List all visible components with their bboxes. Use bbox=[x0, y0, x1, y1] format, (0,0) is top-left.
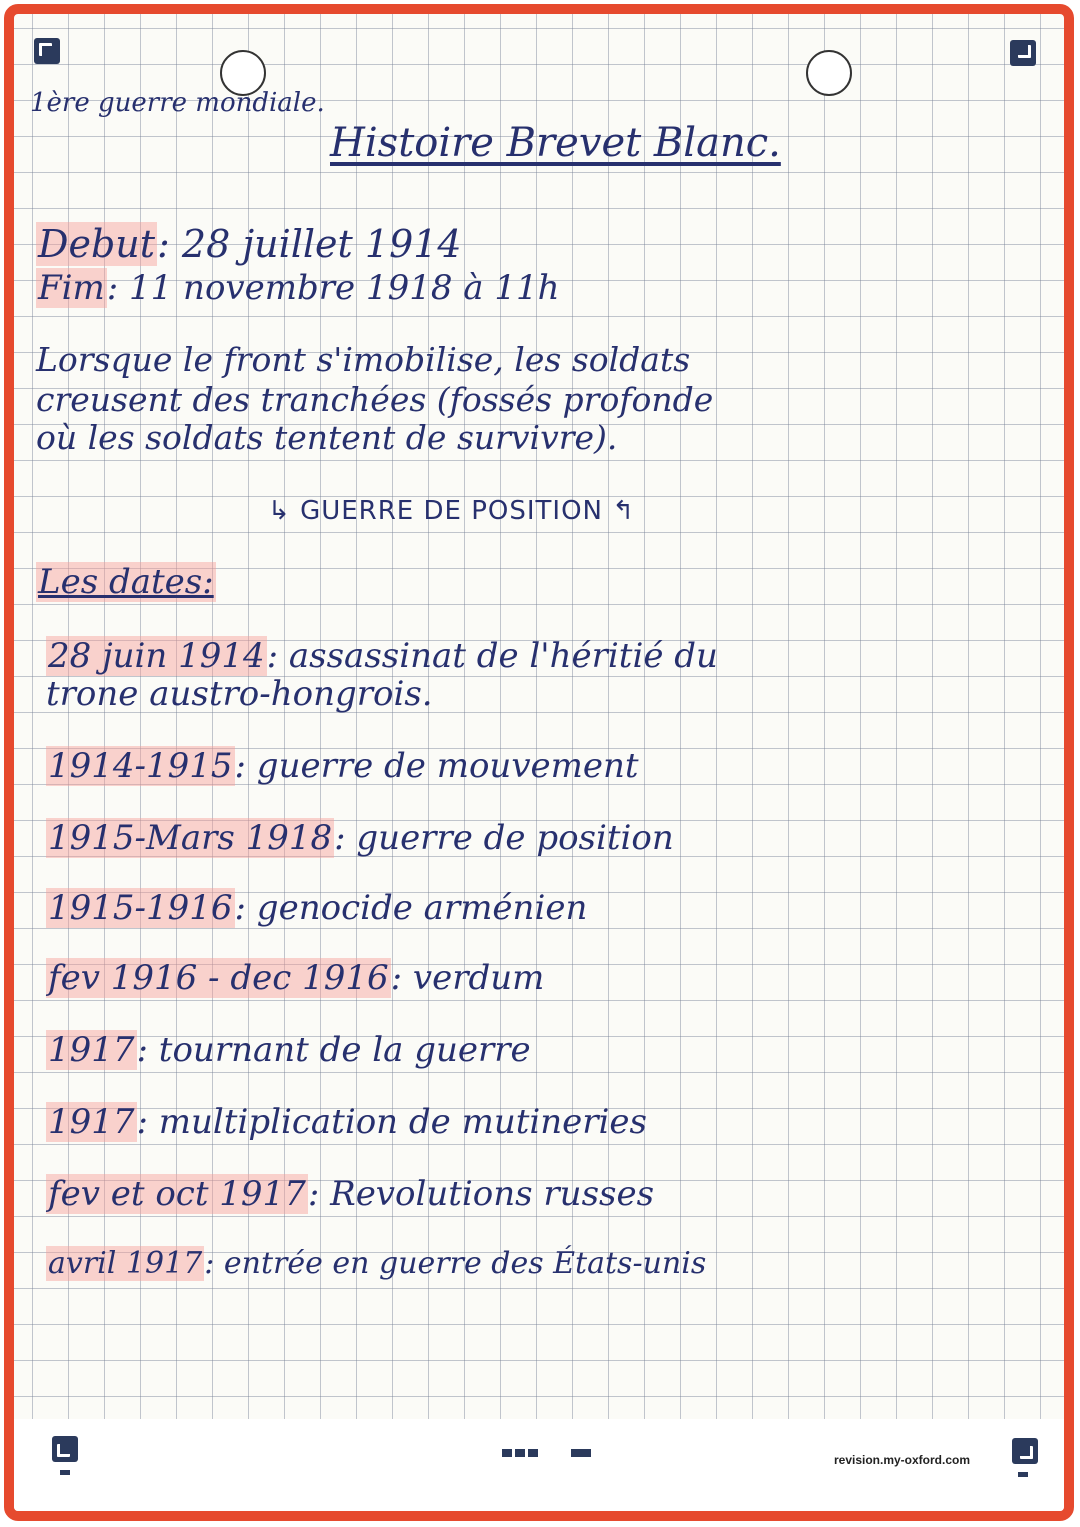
date-entry bbox=[46, 888, 587, 928]
date-entry bbox=[46, 818, 674, 858]
end-value: : 11 novembre 1918 à 11h bbox=[106, 268, 560, 308]
date-text: : entrée en guerre des États-unis bbox=[204, 1246, 707, 1281]
subject-note: 1ère guerre mondiale. bbox=[30, 88, 325, 118]
corner-logo-icon bbox=[1012, 1438, 1038, 1464]
logo-mark bbox=[60, 1470, 70, 1475]
page-title: Histoire Brevet Blanc. bbox=[330, 120, 781, 166]
date-value: avril 1917 bbox=[48, 1246, 203, 1281]
date-text: : verdum bbox=[390, 958, 545, 998]
punch-hole-icon bbox=[806, 50, 852, 96]
date-text: : tournant de la guerre bbox=[136, 1030, 531, 1070]
date-value: 1915-1916 bbox=[48, 888, 233, 928]
date-value: fev et oct 1917 bbox=[48, 1174, 306, 1214]
corner-logo-icon bbox=[1010, 40, 1036, 66]
start-line bbox=[36, 222, 462, 266]
start-label: Debut bbox=[38, 222, 156, 266]
paragraph-line: creusent des tranchées (fossés profonde bbox=[36, 380, 714, 419]
start-value: : 28 juillet 1914 bbox=[157, 222, 462, 266]
date-entry bbox=[46, 1102, 647, 1142]
date-entry bbox=[46, 1174, 654, 1214]
date-text: : assassinat de l'héritié du bbox=[266, 636, 718, 676]
paragraph-line: où les soldats tentent de survivre). bbox=[36, 418, 618, 457]
corner-logo-icon bbox=[52, 1436, 78, 1462]
end-label: Fim bbox=[38, 268, 105, 308]
date-text: : Revolutions russes bbox=[307, 1174, 655, 1214]
position-war-label: ↳ GUERRE DE POSITION ↰ bbox=[268, 496, 636, 526]
date-entry bbox=[46, 1030, 531, 1070]
brand-url: revision.my-oxford.com bbox=[833, 1453, 970, 1467]
end-line bbox=[36, 268, 560, 308]
date-value: 1914-1915 bbox=[48, 746, 233, 786]
logo-mark bbox=[1018, 1472, 1028, 1477]
date-entry bbox=[46, 1246, 706, 1281]
date-text: : guerre de position bbox=[334, 818, 674, 858]
date-entry-continued: trone austro-hongrois. bbox=[46, 674, 433, 714]
date-text: : guerre de mouvement bbox=[234, 746, 639, 786]
date-value: fev 1916 - dec 1916 bbox=[48, 958, 389, 998]
date-value: 1917 bbox=[48, 1102, 135, 1142]
date-value: 28 juin 1914 bbox=[48, 636, 265, 676]
footer-marks bbox=[502, 1442, 591, 1461]
date-entry bbox=[46, 636, 718, 676]
paragraph-line: Lorsque le front s'imobilise, les soldats bbox=[36, 340, 691, 379]
date-text: : multiplication de mutineries bbox=[136, 1102, 647, 1142]
date-value: 1917 bbox=[48, 1030, 135, 1070]
date-entry bbox=[46, 746, 639, 786]
dates-heading: Les dates: bbox=[38, 562, 214, 602]
date-value: 1915-Mars 1918 bbox=[48, 818, 333, 858]
date-text: : genocide arménien bbox=[234, 888, 588, 928]
date-entry bbox=[46, 958, 544, 998]
corner-logo-icon bbox=[34, 38, 60, 64]
